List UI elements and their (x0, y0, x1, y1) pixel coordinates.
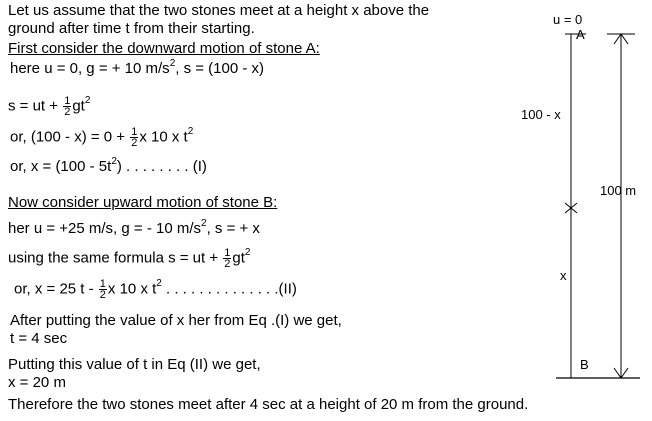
equation-i: or, $x = (100 - 5t^2)$ . . . . . . . . (I) (10, 156, 207, 175)
equation-or-1: or, (100 - x) = 0 + $\frac{1}{2}$ x 10 x $t^2$ (10, 126, 194, 149)
t-result: t = 4 sec (10, 330, 68, 347)
lower-segment-label: x (560, 268, 567, 283)
total-height-label: 100 m (600, 183, 637, 198)
fraction-half: $\frac{1}{2}$ (99, 278, 106, 301)
given-values-b: her u = +25 m/s, g = - 10 $m/s^2$, s = + x (8, 218, 260, 237)
given-values-a: here u = 0, g = + 10 $m/s^2$, s = (100 - x) (10, 58, 265, 77)
intro-line-2: ground after time t from their starting. (8, 20, 255, 37)
x-result: x = 20 m (8, 374, 66, 391)
fraction-half: $\frac{1}{2}$ (64, 95, 71, 118)
initial-velocity-label: u = 0 (553, 12, 583, 27)
intro-line-1: Let us assume that the two stones meet at a height x above the (8, 2, 430, 19)
putting-this-line: Putting this value of t in Eq (II) we get, (8, 356, 261, 373)
first-consider-heading: First consider the downward motion of stone A: (8, 40, 320, 57)
same-formula-line: using the same formula s = ut + $\frac{1}{2}$ $gt^2$ (8, 247, 251, 270)
fraction-half: $\frac{1}{2}$ (131, 126, 138, 149)
upper-segment-label: 100 - x (521, 107, 561, 122)
now-consider-heading: Now consider upward motion of stone B: (8, 194, 278, 211)
point-b-label: B (580, 357, 589, 372)
equation-ii: or, x = 25 t - $\frac{1}{2}$ x 10 x $t^2$ . . . . . . . . . . . . . .(II) (14, 278, 297, 301)
point-a-label: A (576, 27, 585, 42)
equation-s-ut: s = ut + $\frac{1}{2}$ $gt^2$ (8, 95, 91, 118)
after-putting-line: After putting the value of x her from Eq .(I) we get, (10, 312, 342, 329)
fraction-half: $\frac{1}{2}$ (224, 247, 231, 270)
conclusion-line: Therefore the two stones meet after 4 sec at a height of 20 m from the ground. (8, 396, 529, 413)
